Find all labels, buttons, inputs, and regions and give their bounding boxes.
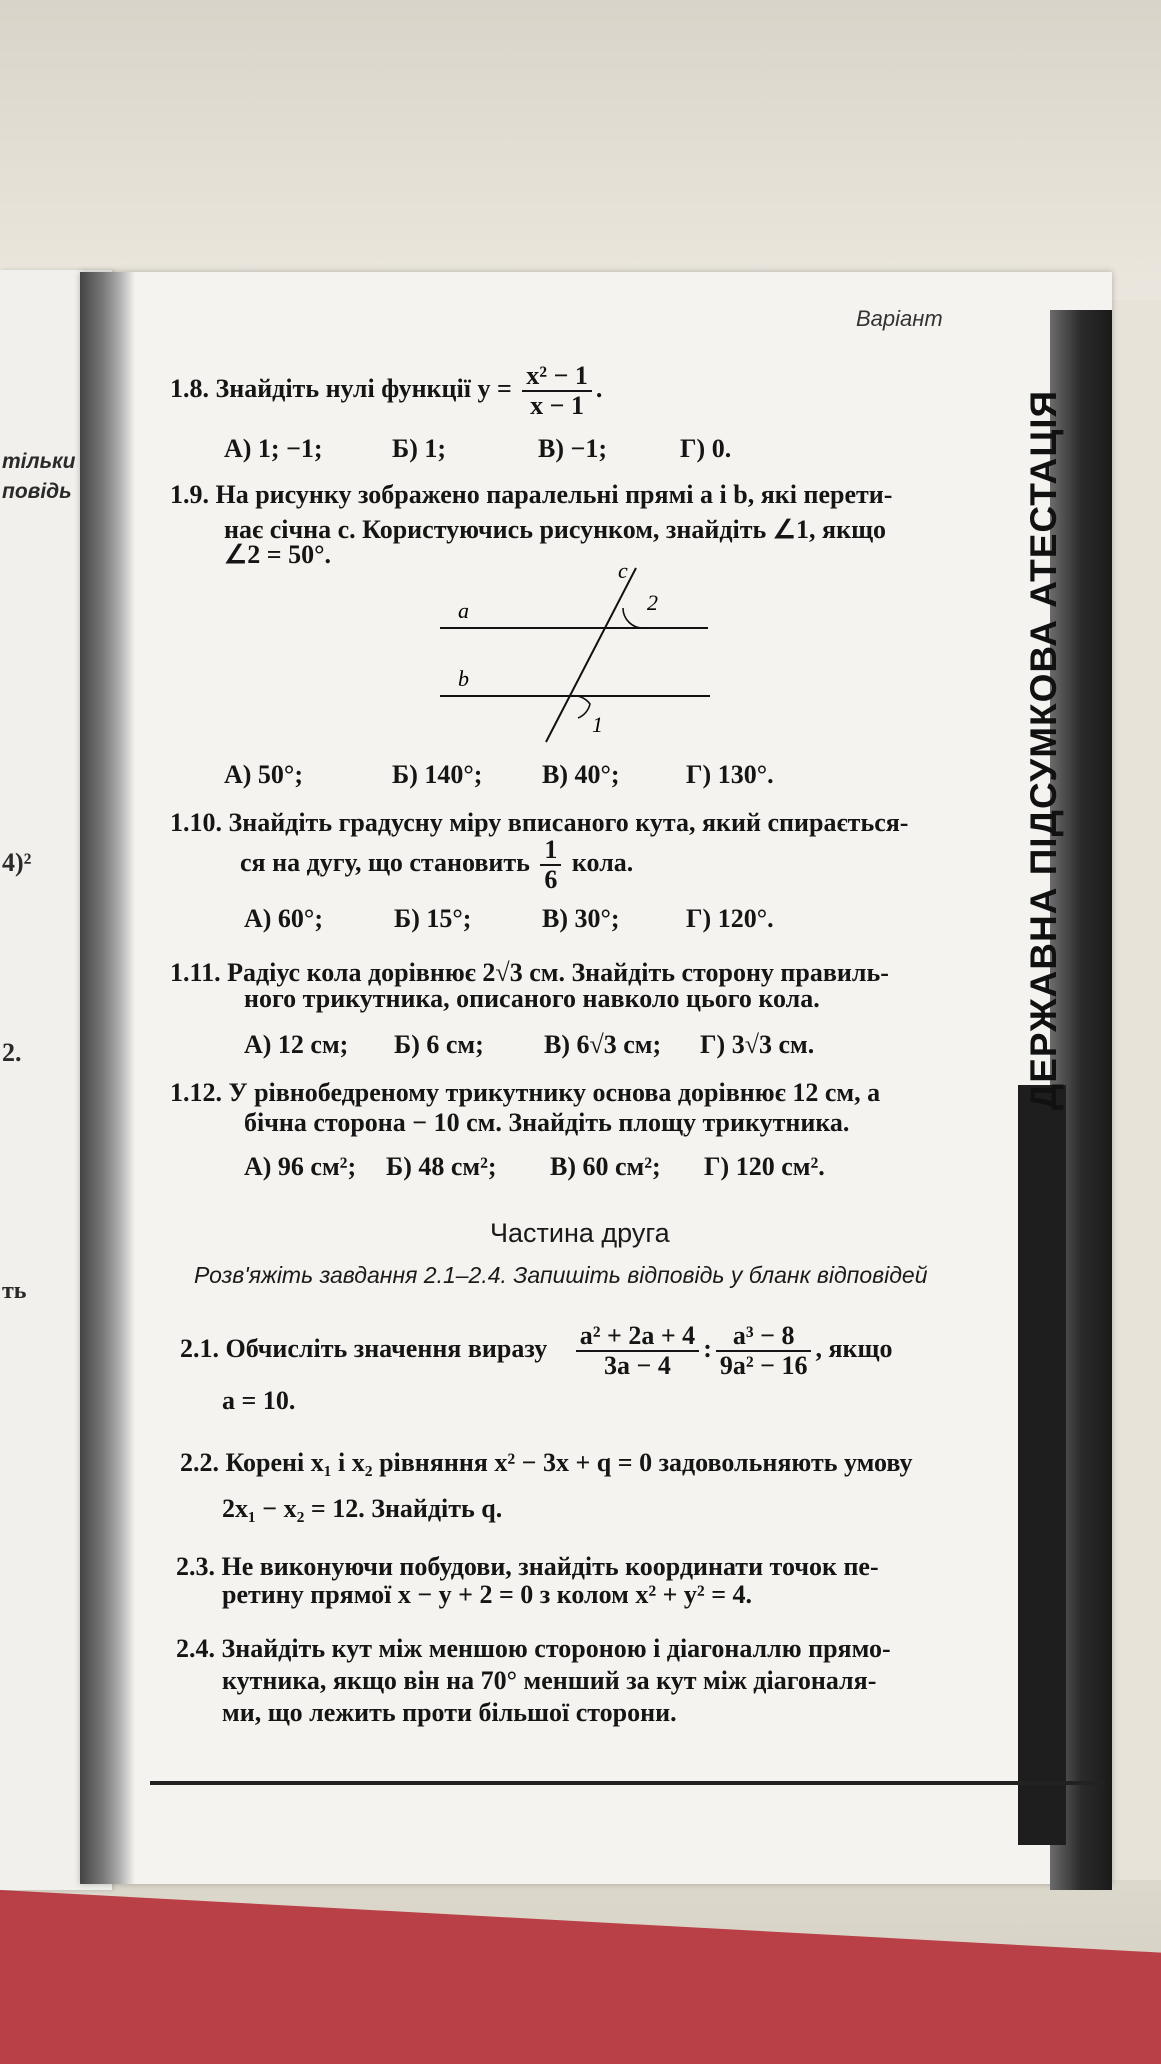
task-number: 2.4.	[176, 1634, 215, 1663]
spine-title	[1022, 389, 1066, 1111]
task-text: Не виконуючи побудови, знайдіть координати точок пе-	[221, 1552, 879, 1581]
answer-a: А) 60°;	[244, 904, 323, 933]
task-1-9	[170, 480, 892, 510]
task-text: У рівнобедреному трикутнику основа дорівнює 12 см, а	[228, 1078, 881, 1107]
spine-dark-band	[1018, 1085, 1066, 1845]
answer-b: Б) 1;	[392, 434, 447, 463]
fraction	[522, 362, 592, 420]
task-number: 2.1.	[180, 1333, 219, 1363]
task-text: a = 10.	[222, 1386, 296, 1415]
answer-g: Г) 120°.	[686, 904, 774, 933]
task-text: , якщо	[815, 1333, 893, 1363]
answer-v: В) 6√3 см;	[544, 1030, 662, 1059]
answer-v: В) 60 см²;	[550, 1152, 661, 1181]
spine-title-text: ДЕРЖАВНА ПІДСУМКОВА АТЕСТАЦІЯ	[1023, 389, 1064, 1111]
answer-g: Г) 0.	[680, 434, 732, 463]
task-text: Радіус кола дорівнює 2√3 см. Знайдіть сторону правиль-	[227, 958, 889, 987]
period: .	[595, 373, 603, 403]
left-fragment: тільки	[2, 450, 76, 473]
answer-b: Б) 140°;	[392, 760, 483, 789]
fraction-numerator: a² + 2a + 4	[576, 1322, 699, 1352]
task-number: 2.2.	[180, 1448, 219, 1477]
answer-b: Б) 48 см²;	[386, 1152, 497, 1181]
task-2-3	[176, 1552, 879, 1582]
answer-a: А) 50°;	[224, 760, 303, 789]
label-b: b	[458, 666, 469, 691]
task-text: Знайдіть кут між меншою стороною і діагоналлю прямо-	[221, 1634, 891, 1663]
answer-b: Б) 6 см;	[394, 1030, 484, 1059]
task-text: кутника, якщо він на 70° менший за кут між діагоналя-	[222, 1666, 877, 1695]
parallel-lines-figure	[440, 560, 740, 750]
fraction-denominator: 3a − 4	[604, 1351, 671, 1380]
answer-a: А) 96 см²;	[244, 1152, 357, 1181]
answer-a: А) 1; −1;	[224, 434, 323, 463]
task-text: На рисунку зображено паралельні прямі a і b, які перети-	[215, 480, 893, 509]
task-text: ми, що лежить проти більшої сторони.	[222, 1698, 677, 1727]
section-instruction: Розв'яжіть завдання 2.1–2.4. Запишіть відповідь у бланк відповідей	[194, 1262, 928, 1288]
secant-c	[546, 568, 636, 742]
angle-2-arc	[623, 608, 644, 628]
answer-g: Г) 120 см².	[704, 1152, 825, 1181]
task-text: Знайдіть градусну міру вписаного кута, який спирається-	[228, 808, 909, 837]
task-text: ретину прямої x − y + 2 = 0 з колом x² + y² = 4.	[222, 1580, 753, 1609]
task-text: 2x₁ − x₂ = 12. Знайдіть q.	[222, 1494, 503, 1523]
variant-label: Варіант	[856, 306, 943, 331]
task-text: Знайдіть нулі функції y =	[215, 373, 512, 403]
task-1-12	[170, 1078, 880, 1108]
copy-shadow-left	[80, 272, 135, 1884]
task-2-1	[180, 1322, 892, 1380]
task-1-10	[170, 808, 908, 838]
task-text: нає січна c. Користуючись рисунком, знайдіть ∠1, якщо	[224, 515, 887, 544]
fraction-1	[576, 1322, 699, 1380]
fraction-denominator: x − 1	[530, 391, 584, 420]
left-fragment: 2.	[2, 1038, 22, 1067]
left-fragment: 4)²	[2, 848, 32, 877]
task-text: Обчисліть значення виразу	[225, 1333, 548, 1363]
task-1-8	[170, 362, 602, 420]
fraction-2	[716, 1322, 812, 1380]
task-text: ся на дугу, що становить	[240, 847, 530, 877]
task-text: Корені x₁ і x₂ рівняння x² − 3x + q = 0 задовольняють умову	[225, 1448, 913, 1477]
label-a: a	[458, 598, 469, 623]
task-2-2	[180, 1448, 913, 1478]
task-number: 2.3.	[176, 1552, 215, 1581]
colon: :	[703, 1333, 712, 1363]
answer-v: В) 30°;	[542, 904, 620, 933]
fraction	[540, 836, 561, 894]
answer-a: А) 12 см;	[244, 1030, 349, 1059]
task-number: 1.10.	[170, 808, 222, 837]
task-number: 1.8.	[170, 373, 209, 403]
fraction-denominator: 6	[544, 865, 558, 894]
answer-g: Г) 3√3 см.	[700, 1030, 815, 1059]
task-text: бічна сторона − 10 см. Знайдіть площу трикутника.	[244, 1108, 850, 1137]
table-background	[0, 0, 1161, 300]
fraction-numerator: 1	[540, 836, 561, 866]
angle-1-arc	[570, 696, 590, 718]
task-2-4	[176, 1634, 891, 1664]
answer-g: Г) 130°.	[686, 760, 774, 789]
bottom-rule	[150, 1781, 1105, 1785]
task-text: ∠2 = 50°.	[224, 540, 332, 569]
task-text: кола.	[571, 847, 634, 877]
left-fragment: повідь	[2, 480, 72, 503]
label-c: c	[618, 560, 628, 583]
answer-b: Б) 15°;	[394, 904, 472, 933]
task-number: 1.12.	[170, 1078, 222, 1107]
answer-v: В) 40°;	[542, 760, 620, 789]
fraction-denominator: 9a² − 16	[719, 1351, 808, 1380]
task-number: 1.9.	[170, 480, 209, 509]
left-fragment: ть	[2, 1278, 27, 1304]
section-title: Частина друга	[490, 1218, 670, 1248]
label-angle-2: 2	[647, 590, 658, 615]
task-text: ного трикутника, описаного навколо цього кола.	[244, 984, 820, 1013]
fraction-numerator: a³ − 8	[716, 1322, 812, 1352]
answer-v: В) −1;	[538, 434, 607, 463]
fraction-numerator: x² − 1	[522, 362, 592, 392]
label-angle-1: 1	[592, 712, 603, 737]
task-number: 1.11.	[170, 958, 221, 987]
task-1-10-line2	[240, 836, 633, 894]
